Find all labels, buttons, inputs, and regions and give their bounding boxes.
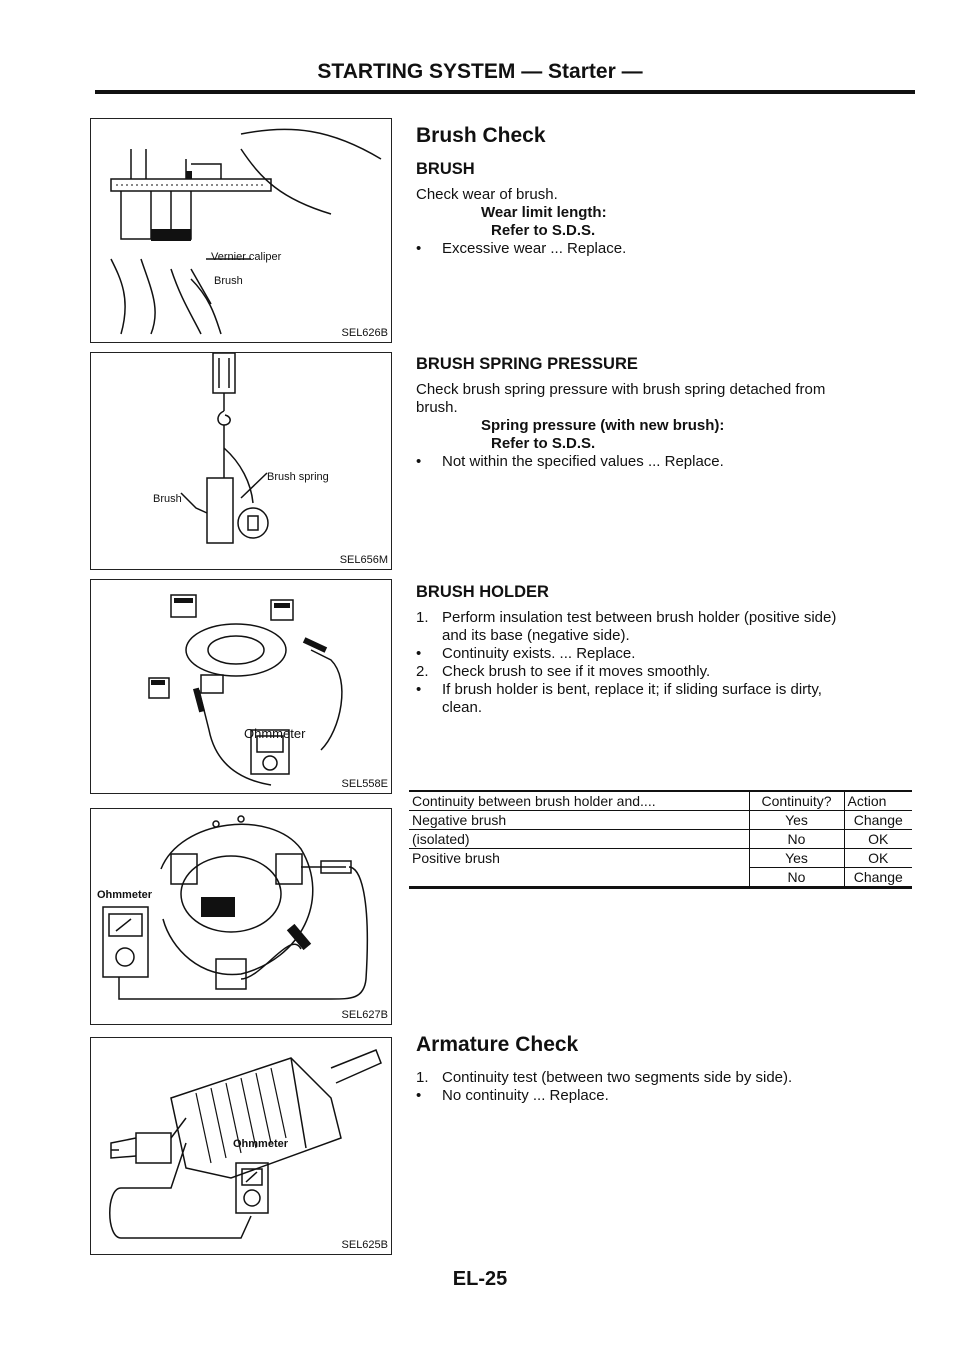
continuity-test-illustration (91, 809, 391, 1024)
brush-spec-value: Refer to S.D.S. (491, 222, 596, 239)
holder-item: • Continuity exists. ... Replace. (416, 645, 636, 662)
figure-code: SEL625B (341, 1239, 388, 1251)
figure-code: SEL558E (341, 778, 388, 790)
table-header: Continuity? (749, 791, 844, 811)
armature-item: • No continuity ... Replace. (416, 1087, 609, 1104)
armature-check-title: Armature Check (416, 1033, 579, 1056)
brush-check-title: Brush Check (416, 124, 546, 147)
brush-holder-illustration (91, 580, 391, 793)
spring-bullet: • Not within the specified values ... Replace. (416, 453, 724, 470)
table-row: (isolated) No OK (409, 830, 912, 849)
holder-heading: BRUSH HOLDER (416, 583, 549, 601)
brush-line: Check wear of brush. (416, 186, 558, 203)
label-ohmmeter: Ohmmeter (233, 1138, 289, 1150)
table-header: Action (844, 791, 912, 811)
armature-item: 1. Continuity test (between two segments side by side). (416, 1069, 793, 1086)
figure-code: SEL626B (341, 327, 388, 339)
vernier-caliper-illustration (91, 119, 391, 342)
page-header-title: STARTING SYSTEM — Starter — (317, 60, 643, 83)
table-header-row (409, 791, 912, 811)
figure-armature (90, 1037, 392, 1255)
page-number: EL-25 (452, 1268, 508, 1290)
figure-brush-spring (90, 352, 392, 570)
label-brush: Brush (153, 493, 182, 505)
label-brush: Brush (214, 275, 243, 287)
spring-heading: BRUSH SPRING PRESSURE (416, 355, 638, 373)
table-row: Negative brush Yes Change (409, 811, 912, 830)
brush-check-section (416, 124, 916, 258)
holder-item: 1. Perform insulation test between brush holder (positive side) and its base (negative side). (416, 609, 837, 644)
brush-spec-label: Wear limit length: (481, 204, 607, 221)
spring-spec-value: Refer to S.D.S. (491, 435, 596, 452)
spring-spec-label: Spring pressure (with new brush): (481, 417, 725, 434)
label-ohmmeter: Ohmmeter (244, 726, 306, 741)
continuity-table (409, 790, 912, 889)
brush-spring-section (416, 355, 916, 471)
table-row: No Change (409, 868, 912, 888)
table-row: Positive brush Yes OK (409, 849, 912, 868)
figure-code: SEL627B (341, 1009, 388, 1021)
figure-brush-holder-ohmmeter (90, 579, 392, 794)
brush-spring-illustration (91, 353, 391, 569)
armature-check-section (416, 1033, 916, 1105)
holder-item: • If brush holder is bent, replace it; if sliding surface is dirty, clean. (416, 681, 822, 716)
brush-heading: BRUSH (416, 160, 475, 178)
figure-code: SEL656M (339, 554, 388, 566)
holder-item: 2. Check brush to see if it moves smoothly. (416, 663, 711, 680)
spring-line2: brush. (416, 399, 458, 416)
label-ohmmeter: Ohmmeter (97, 889, 153, 901)
label-vernier-caliper: Vernier caliper (211, 251, 282, 263)
table-header: Continuity between brush holder and.... (412, 793, 656, 809)
figure-brush-holder-continuity (90, 808, 392, 1025)
brush-holder-section (416, 583, 916, 717)
continuity-table-wrap (409, 790, 912, 889)
brush-bullet: • Excessive wear ... Replace. (416, 240, 627, 257)
header-rule (95, 90, 915, 94)
label-brush-spring: Brush spring (267, 471, 329, 483)
spring-line1: Check brush spring pressure with brush spring detached from (416, 381, 826, 398)
figure-vernier-caliper (90, 118, 392, 343)
